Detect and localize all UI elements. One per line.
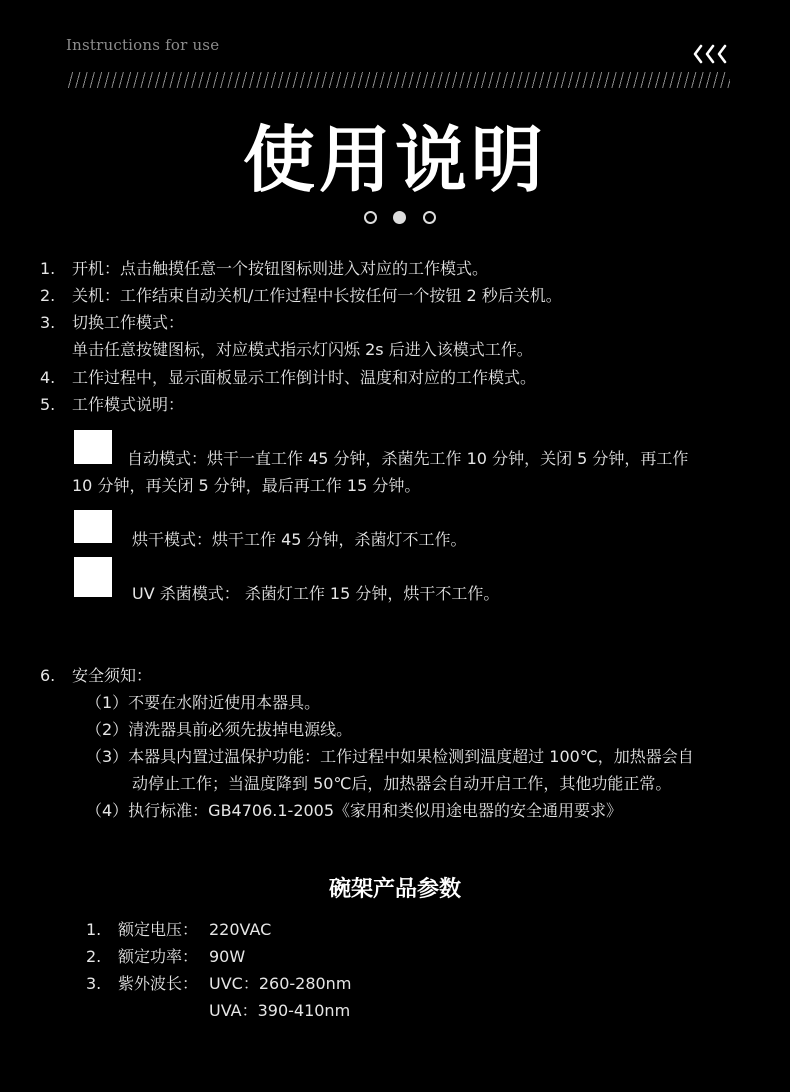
param-value: 90W [209, 947, 246, 966]
list-number: 1. [40, 259, 56, 278]
auto-mode-icon [74, 430, 112, 464]
page-title: 使用说明 [242, 118, 547, 202]
list-item: 切换工作模式： [72, 313, 185, 332]
list-number: 4. [40, 368, 56, 387]
uv-mode-icon [74, 557, 112, 597]
safety-item: （4）执行标准：GB4706.1-2005《家用和类似用途电器的安全通用要求》 [86, 801, 623, 820]
mode-description: 自动模式：烘干一直工作 45 分钟，杀菌先工作 10 分钟，关闭 5 分钟，再工作 [127, 449, 689, 468]
dry-mode-icon [74, 510, 112, 543]
safety-item: （3）本器具内置过温保护功能：工作过程中如果检测到温度超过 100℃，加热器会自 [86, 747, 694, 766]
safety-item: （2）清洗器具前必须先拔掉电源线。 [86, 720, 353, 739]
list-number: 3. [86, 974, 102, 993]
list-number: 5. [40, 395, 56, 414]
list-item: 开机：点击触摸任意一个按钮图标则进入对应的工作模式。 [72, 259, 489, 278]
param-label: 额定电压： [118, 920, 199, 939]
chevrons-left-icon[interactable] [692, 42, 732, 66]
list-item: 工作模式说明： [72, 395, 185, 414]
hatch-divider [68, 72, 730, 88]
param-label: 紫外波长： [118, 974, 199, 993]
pagination-dots [362, 211, 438, 225]
page-dot-active[interactable] [393, 211, 406, 224]
param-value: UVC：260-280nm [209, 974, 352, 993]
list-number: 2. [86, 947, 102, 966]
param-value: 220VAC [209, 920, 272, 939]
page-dot[interactable] [423, 211, 436, 224]
list-number: 6. [40, 666, 56, 685]
list-item-continuation: 单击任意按键图标，对应模式指示灯闪烁 2s 后进入该模式工作。 [72, 340, 533, 359]
list-item: 关机：工作结束自动关机/工作过程中长按任何一个按钮 2 秒后关机。 [72, 286, 562, 305]
safety-heading: 安全须知： [72, 666, 153, 685]
mode-description: 烘干模式：烘干工作 45 分钟，杀菌灯不工作。 [132, 530, 467, 549]
params-title: 碗架产品参数 [328, 877, 461, 902]
mode-description: UV 杀菌模式： 杀菌灯工作 15 分钟，烘干不工作。 [132, 584, 500, 603]
header-subtitle: Instructions for use [66, 36, 220, 54]
safety-item-continuation: 动停止工作；当温度降到 50℃后，加热器会自动开启工作，其他功能正常。 [132, 774, 672, 793]
list-number: 2. [40, 286, 56, 305]
list-number: 3. [40, 313, 56, 332]
page-dot[interactable] [364, 211, 377, 224]
list-item: 工作过程中，显示面板显示工作倒计时、温度和对应的工作模式。 [72, 368, 537, 387]
param-value: UVA：390-410nm [209, 1001, 351, 1020]
param-label: 额定功率： [118, 947, 199, 966]
safety-item: （1）不要在水附近使用本器具。 [86, 693, 321, 712]
list-number: 1. [86, 920, 102, 939]
mode-description-continuation: 10 分钟，再关闭 5 分钟，最后再工作 15 分钟。 [72, 476, 421, 495]
